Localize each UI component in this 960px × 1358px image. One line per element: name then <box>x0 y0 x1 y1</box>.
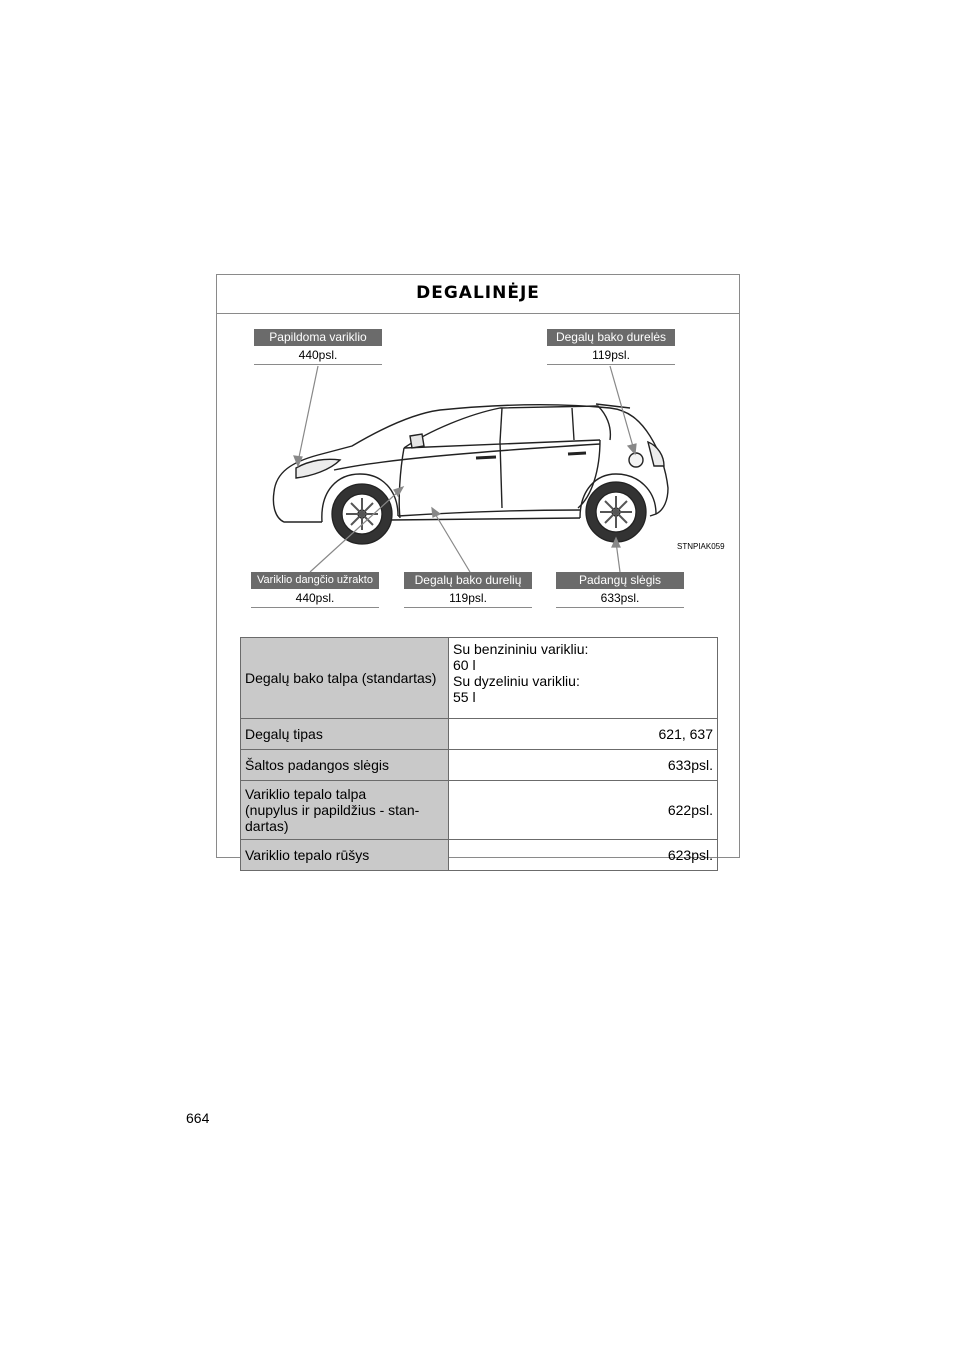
spec-value: 633psl. <box>449 750 718 781</box>
callout-label: Papildoma variklio <box>254 329 382 346</box>
spec-label: Šaltos padangos slėgis <box>241 750 449 781</box>
page-number: 664 <box>186 1110 210 1126</box>
spec-label-line: Variklio tepalo talpa <box>245 786 367 802</box>
spec-value-line: Su benzininiu varikliu: <box>453 641 589 657</box>
spec-label-line: dartas) <box>245 818 289 834</box>
spec-label: Degalų bako talpa (standartas) <box>241 638 449 719</box>
spec-value: 621, 637 <box>449 719 718 750</box>
spec-label <box>241 781 449 840</box>
panel-title: DEGALINĖJE <box>217 275 739 314</box>
callout-label: Degalų bako durelių <box>404 572 532 589</box>
callout-page: 440psl. <box>251 589 379 608</box>
callout-page: 633psl. <box>556 589 684 608</box>
figure-code: STNPIAK059 <box>677 542 725 551</box>
callout-label: Variklio dangčio užrakto <box>251 572 379 589</box>
spec-value <box>449 638 718 719</box>
callout-page: 119psl. <box>547 346 675 365</box>
spec-value-line: Su dyzeliniu varikliu: <box>453 673 580 689</box>
table-row <box>241 638 718 719</box>
spec-label: Degalų tipas <box>241 719 449 750</box>
spec-label-line: (nupylus ir papildžius - stan- <box>245 802 420 818</box>
table-row <box>241 840 718 871</box>
table-row <box>241 781 718 840</box>
spec-value-line: 55 l <box>453 689 476 705</box>
spec-value: 622psl. <box>449 781 718 840</box>
spec-label: Variklio tepalo rūšys <box>241 840 449 871</box>
spec-value: 623psl. <box>449 840 718 871</box>
callout-page: 440psl. <box>254 346 382 365</box>
specs-table <box>240 637 718 871</box>
callout-page: 119psl. <box>404 589 532 608</box>
table-row <box>241 750 718 781</box>
spec-value-line: 60 l <box>453 657 476 673</box>
callout-label: Degalų bako durelės <box>547 329 675 346</box>
callout-label: Padangų slėgis <box>556 572 684 589</box>
table-row <box>241 719 718 750</box>
